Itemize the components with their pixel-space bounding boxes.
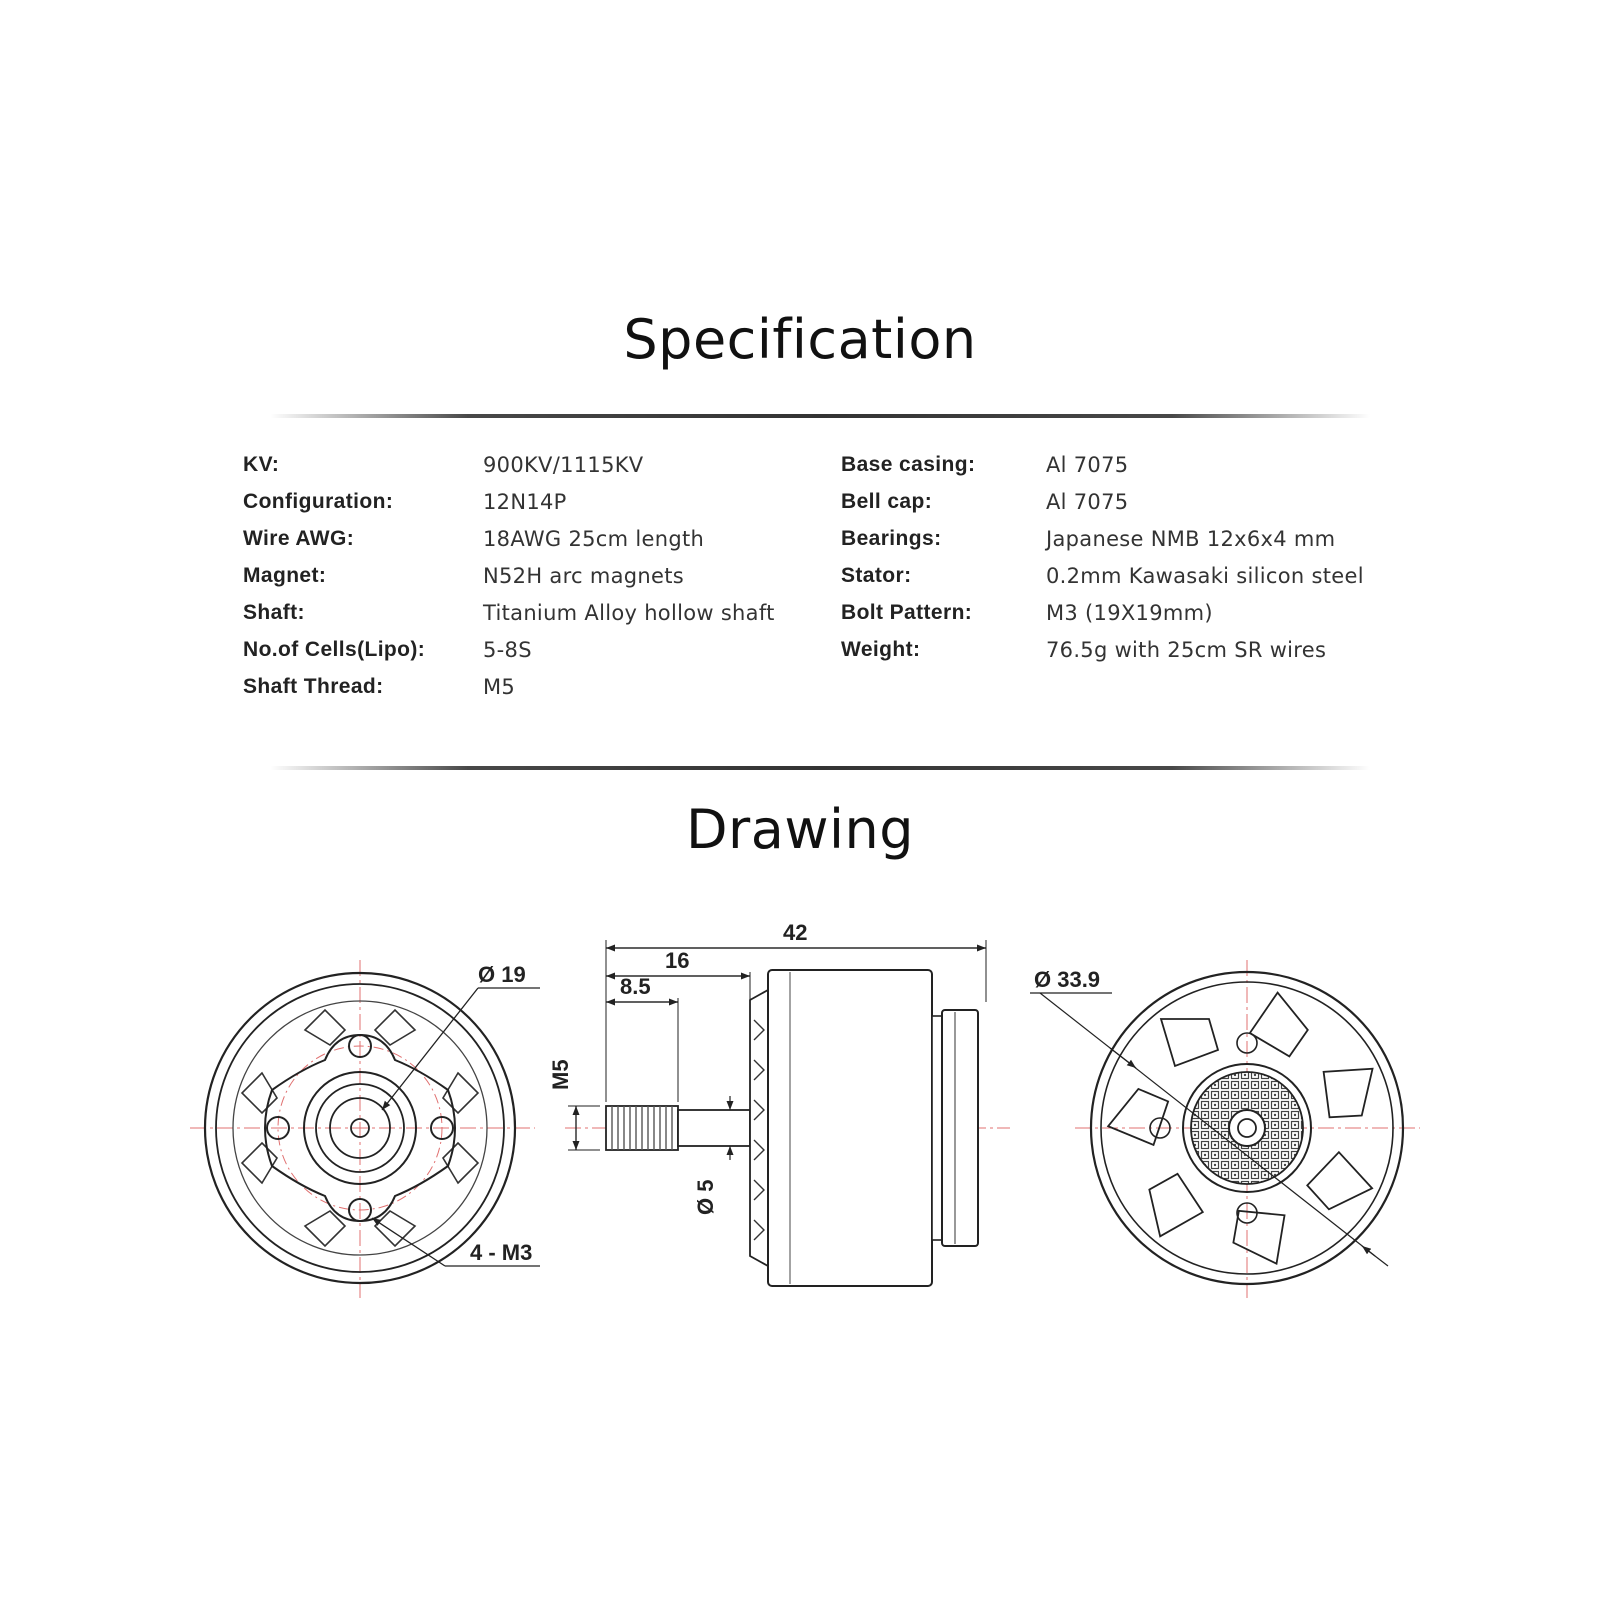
spec-label: KV:	[243, 452, 280, 476]
bottom-divider	[270, 766, 1370, 770]
bottom-view	[1030, 960, 1420, 1298]
spec-value: M3 (19X19mm)	[1046, 600, 1213, 625]
outer-diameter-dimension: Ø 33.9	[1034, 967, 1101, 992]
spec-row	[243, 520, 775, 557]
spec-column-right	[841, 446, 1364, 668]
spec-row	[243, 668, 775, 705]
spec-label: Configuration:	[243, 489, 394, 513]
overall-length-dimension: 42	[783, 920, 808, 945]
spec-label: Magnet:	[243, 563, 327, 587]
spec-row	[841, 520, 1364, 557]
spec-value: M5	[483, 674, 516, 699]
holes-callout: 4 - M3	[470, 1240, 533, 1265]
drawing-heading: Drawing	[685, 798, 915, 861]
spec-value: Titanium Alloy hollow shaft	[483, 600, 775, 625]
spec-value: 5-8S	[483, 637, 532, 662]
thread-size-label: M5	[548, 1059, 573, 1090]
spec-label: No.of Cells(Lipo):	[243, 637, 426, 661]
shaft-length-dimension: 16	[665, 948, 690, 973]
spec-value: 18AWG 25cm length	[483, 526, 705, 551]
spec-value: Al 7075	[1046, 489, 1129, 514]
leader-line	[372, 1218, 445, 1266]
spec-row	[841, 594, 1364, 631]
spec-row	[841, 483, 1364, 520]
top-divider	[270, 414, 1370, 418]
base-collar	[932, 1016, 942, 1240]
spec-value: 0.2mm Kawasaki silicon steel	[1046, 563, 1364, 588]
spec-value: 900KV/1115KV	[483, 452, 644, 477]
spec-value: N52H arc magnets	[483, 563, 685, 588]
thread-length-dimension: 8.5	[620, 974, 651, 999]
spec-value: Japanese NMB 12x6x4 mm	[1046, 526, 1336, 551]
side-view	[548, 920, 1010, 1286]
spec-label: Shaft:	[243, 600, 305, 624]
spec-row	[243, 594, 775, 631]
spec-column-left	[243, 446, 775, 705]
spec-value: 12N14P	[483, 489, 567, 514]
motor-bell	[768, 970, 932, 1286]
spec-label: Stator:	[841, 563, 912, 587]
spec-value: 76.5g with 25cm SR wires	[1046, 637, 1327, 662]
spec-label: Base casing:	[841, 452, 976, 476]
technical-drawing	[0, 880, 1600, 1340]
spec-value: Al 7075	[1046, 452, 1129, 477]
front-view	[190, 960, 540, 1298]
spec-label: Bearings:	[841, 526, 942, 550]
spec-row	[841, 446, 1364, 483]
spec-row	[841, 557, 1364, 594]
plain-shaft	[678, 1110, 750, 1146]
spec-label: Shaft Thread:	[243, 674, 384, 698]
spec-label: Bell cap:	[841, 489, 933, 513]
bolt-circle-dimension: Ø 19	[478, 962, 526, 987]
spec-row	[841, 631, 1364, 668]
motor-base	[942, 1010, 978, 1246]
spec-row	[243, 631, 775, 668]
shaft-diameter-dimension: Ø 5	[693, 1179, 718, 1215]
spec-row	[243, 557, 775, 594]
spec-label: Bolt Pattern:	[841, 600, 973, 624]
spec-row	[243, 446, 775, 483]
spec-label: Wire AWG:	[243, 526, 355, 550]
specification-heading: Specification	[623, 308, 977, 371]
spec-row	[243, 483, 775, 520]
spec-label: Weight:	[841, 637, 921, 661]
